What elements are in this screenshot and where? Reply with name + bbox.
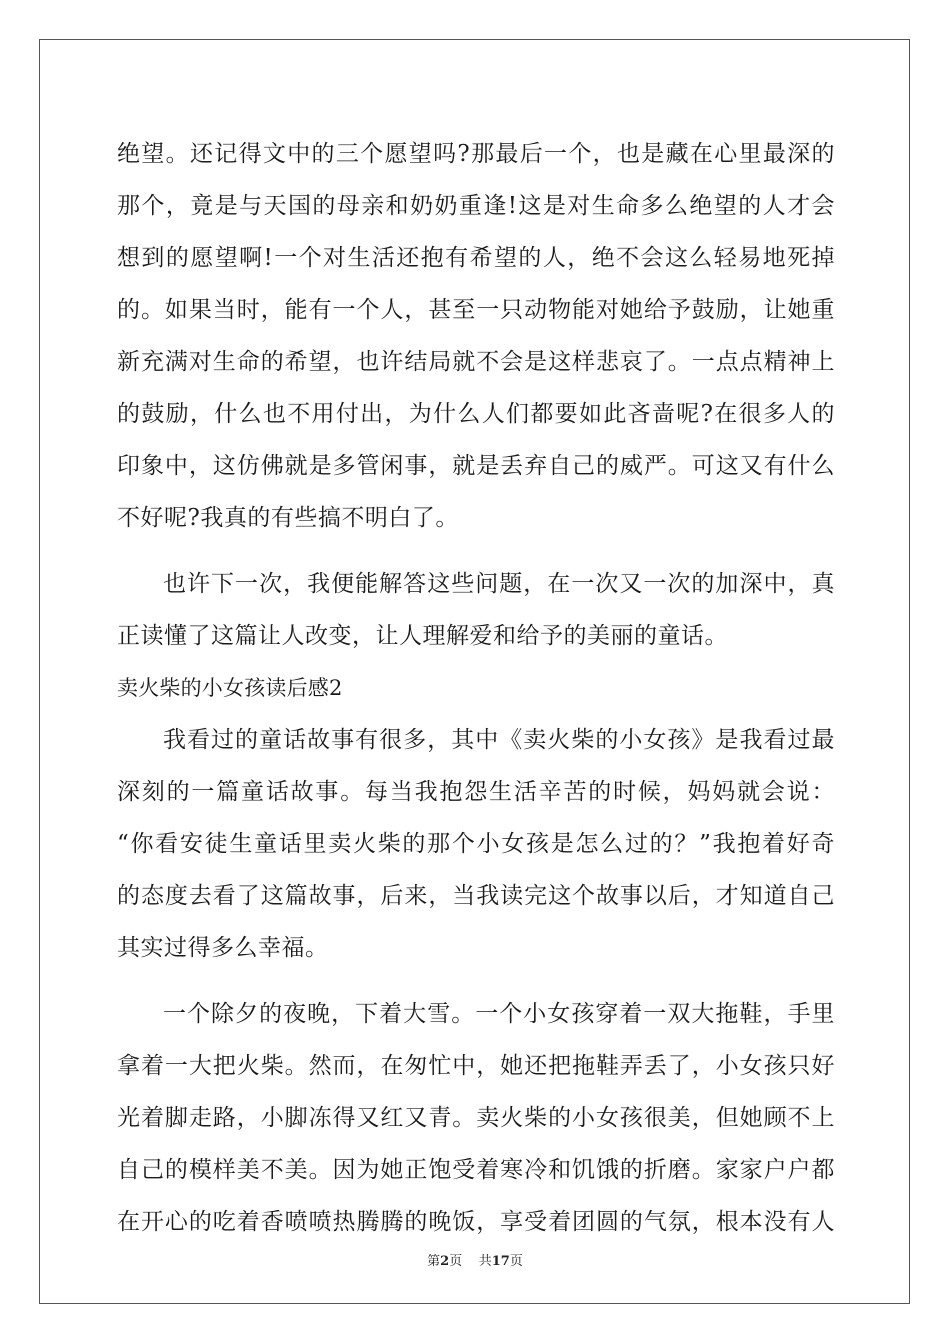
text-line: 也许下一次，我便能解答这些问题，在一次又一次的加深中，真 [163, 571, 835, 597]
text-line: 不好呢?我真的有些搞不明白了。 [117, 505, 459, 531]
text-line: 拿着一大把火柴。然而，在匆忙中，她还把拖鞋弄丢了，小女孩只好 [117, 1053, 835, 1079]
text-line: 一个除夕的夜晚，下着大雪。一个小女孩穿着一双大拖鞋，手里 [163, 1001, 835, 1027]
text-line: 新充满对生命的希望，也许结局就不会是这样悲哀了。一点点精神上 [117, 349, 835, 375]
section-title: 卖火柴的小女孩读后感2 [117, 676, 343, 700]
text-line: 的鼓励，什么也不用付出，为什么人们都要如此吝啬呢?在很多人的 [117, 401, 835, 427]
total-prefix: 共 [478, 1254, 492, 1269]
text-line: 其实过得多么幸福。 [117, 935, 329, 961]
text-line: 的态度去看了这篇故事，后来，当我读完这个故事以后，才知道自己 [117, 883, 835, 909]
text-line: 想到的愿望啊!一个对生活还抱有希望的人，绝不会这么轻易地死掉 [117, 245, 835, 271]
paragraph-3 [117, 714, 835, 974]
page-footer [0, 1250, 950, 1269]
text-line: 印象中，这仿佛就是多管闲事，就是丢弃自己的威严。可这又有什么 [117, 453, 835, 479]
text-line: 的。如果当时，能有一个人，甚至一只动物能对她给予鼓励，让她重 [117, 297, 835, 323]
paragraph-4 [117, 988, 835, 1248]
text-line: 那个，竟是与天国的母亲和奶奶重逢!这是对生命多么绝望的人才会 [117, 193, 835, 219]
page-number: 2 [440, 1254, 450, 1269]
text-line: 我看过的童话故事有很多，其中《卖火柴的小女孩》是我看过最 [163, 727, 835, 753]
paragraph-1 [117, 128, 835, 544]
total-pages: 17 [491, 1254, 510, 1269]
text-line: 光着脚走路，小脚冻得又红又青。卖火柴的小女孩很美，但她顾不上 [117, 1105, 835, 1131]
text-line: 正读懂了这篇让人改变，让人理解爱和给予的美丽的童话。 [117, 623, 728, 649]
text-line: “你看安徒生童话里卖火柴的那个小女孩是怎么过的？”我抱着好奇 [117, 831, 835, 857]
text-line: 绝望。还记得文中的三个愿望吗?那最后一个，也是藏在心里最深的 [117, 141, 835, 167]
text-line: 自己的模样美不美。因为她正饱受着寒冷和饥饿的折磨。家家户户都 [117, 1157, 835, 1183]
page-prefix: 第 [427, 1254, 441, 1269]
paragraph-2 [117, 558, 835, 662]
text-line: 深刻的一篇童话故事。每当我抱怨生活辛苦的时候，妈妈就会说： [117, 779, 835, 805]
text-line: 在开心的吃着香喷喷热腾腾的晚饭，享受着团圆的气氛，根本没有人 [117, 1209, 835, 1235]
total-suffix: 页 [509, 1254, 523, 1269]
document-body [117, 128, 835, 1248]
page-suffix: 页 [449, 1254, 463, 1269]
